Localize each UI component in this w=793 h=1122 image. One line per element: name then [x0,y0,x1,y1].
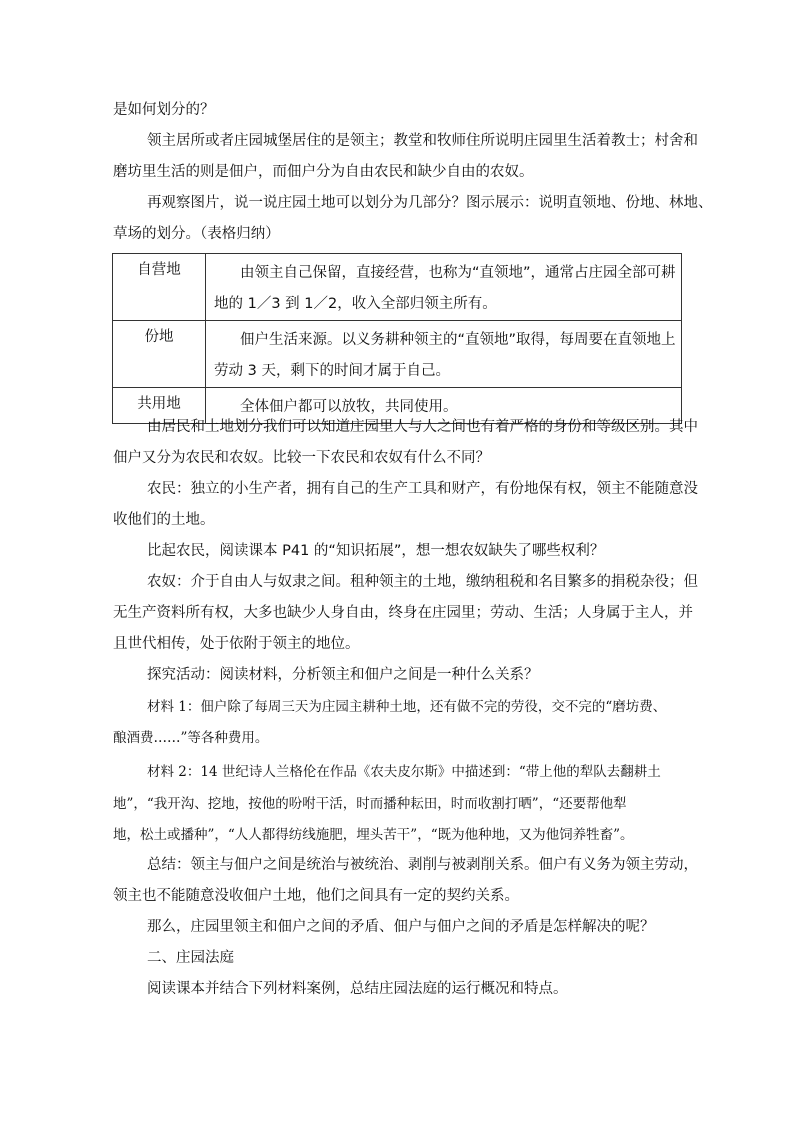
table-term-cell: 共用地 [113,388,206,424]
table-row [113,321,682,388]
paragraph-residents-line1: 领主居所或者庄园城堡居住的是领主；教堂和牧师住所说明庄园里生活着教士；村舍和 [147,133,698,149]
table-description-line: 由领主自己保留，直接经营，也称为“直领地”，通常占庄园全部可耕 [240,265,676,281]
paragraph-serf-line3: 且世代相传，处于依附于领主的地位。 [113,636,360,652]
paragraph-serf-question: 比起农民，阅读课本 P41 的“知识拓展”，想一想农奴缺失了哪些权利？ [147,543,605,559]
material-1-line1: 材料 1：佃户除了每周三天为庄园主耕种土地，还有做不完的劳役，交不完的“磨坊费、 [147,699,667,715]
material-2-line3: 地，松土或播种”，“人人都得纺线施肥，埋头苦干”，“既为他种地，又为他饲养牲畜”。 [113,827,634,843]
table-description-line: 佃户生活来源。以义务耕种领主的“直领地”取得，每周要在直领地上 [240,332,676,348]
table-description-line: 地的 1／3 到 1／2，收入全部归领主所有。 [214,296,497,312]
paragraph-serf-line1: 农奴：介于自由人与奴隶之间。租种领主的土地，缴纳租税和名目繁多的捐税杂役；但 [147,574,698,590]
paragraph-summary-line1: 总结：领主与佃户之间是统治与被统治、剥削与被剥削关系。佃户有义务为领主劳动， [147,857,698,873]
table-description-line: 劳动 3 天，剩下的时间才属于自己。 [214,363,450,379]
table-term-cell: 份地 [113,321,206,388]
table-term-cell: 自营地 [113,254,206,321]
paragraph-reading-task: 阅读课本并结合下列材料案例，总结庄园法庭的运行概况和特点。 [147,981,568,997]
paragraph-peasant-line2: 收他们的土地。 [113,512,215,528]
paragraph-hierarchy-line1: 由居民和土地划分我们可以知道庄园里人与人之间也有着严格的身份和等级区别。其中 [147,419,698,435]
paragraph-summary-line2: 领主也不能随意没收佃户土地，他们之间具有一定的契约关系。 [113,888,519,904]
paragraph-land-question-line2: 草场的划分。（表格归纳） [113,226,280,242]
paragraph-land-question-line1: 再观察图片，说一说庄园土地可以划分为几部分？图示展示：说明直领地、份地、林地、 [147,195,713,211]
table-row [113,254,682,321]
material-1-line2: 酿酒费……”等各种费用。 [113,730,269,746]
paragraph-question-ending: 是如何划分的？ [113,102,215,118]
table-description-line: 全体佃户都可以放牧，共同使用。 [240,399,458,415]
table-description-cell [206,321,682,388]
paragraph-inquiry-activity: 探究活动：阅读材料，分析领主和佃户之间是一种什么关系？ [147,667,539,683]
material-2-line2: 地”，“我开沟、挖地，按他的吩咐干活，时而播种耘田，时而收割打晒”，“还要帮他犁 [113,796,627,812]
paragraph-serf-line2: 无生产资料所有权，大多也缺少人身自由，终身在庄园里；劳动、生活；人身属于主人，并 [113,605,693,621]
paragraph-peasant-line1: 农民：独立的小生产者，拥有自己的生产工具和财产，有份地保有权，领主不能随意没 [147,481,698,497]
table-description-cell [206,254,682,321]
material-2-line1: 材料 2：14 世纪诗人兰格伦在作品《农夫皮尔斯》中描述到：“带上他的犁队去翻耕土 [147,764,661,780]
paragraph-hierarchy-line2: 佃户又分为农民和农奴。比较一下农民和农奴有什么不同？ [113,450,490,466]
land-division-table [112,253,682,424]
paragraph-conflict-question: 那么，庄园里领主和佃户之间的矛盾、佃户与佃户之间的矛盾是怎样解决的呢？ [147,919,655,935]
section-heading-manor-court: 二、庄园法庭 [147,950,234,966]
paragraph-residents-line2: 磨坊里生活的则是佃户，而佃户分为自由农民和缺少自由的农奴。 [113,164,534,180]
